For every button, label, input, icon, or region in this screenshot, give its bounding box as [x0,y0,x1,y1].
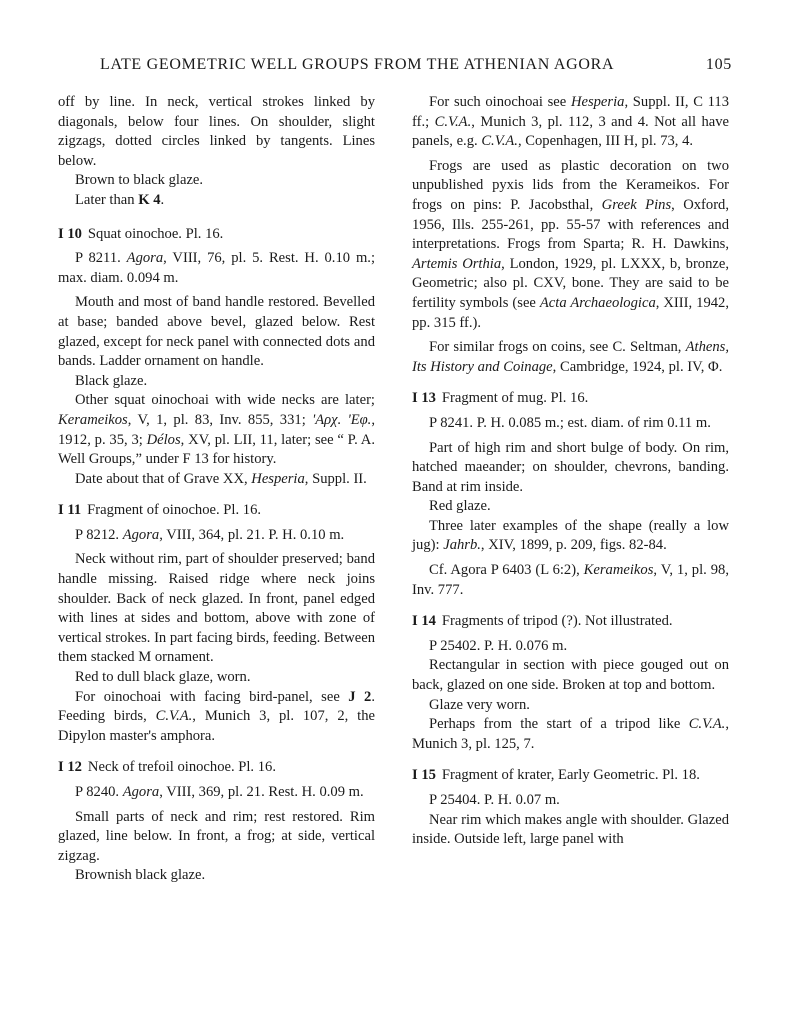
glaze-note: Glaze very worn. [429,696,530,713]
entry-heading [412,389,729,409]
frog-discussion: Frogs are used as plastic decoration on two unpublished pyxis lids from the Kerameikos. For frogs on pins: P. Jacobsthal, Greek Pins, Oxford, 1956, Ills. 255-261, pp. 55-57 with references and interpretations. Frogs from Sparta; R. H. Dawkins, Artemis Orthia, London, 1929, pl. LXXX, b, bronze, Geometric; also pl. CXV, bone. They are said to be fertility symbols (see Acta Archaeologica, XIII, 1942, pp. 315 ff.). [412,157,730,331]
comparanda: Perhaps from the start of a tripod like C.V.A., Munich 3, pl. 125, 7. [412,716,729,752]
glaze-note: Red glaze. [429,498,491,515]
running-title: LATE GEOMETRIC WELL GROUPS FROM THE ATHENIAN AGORA [100,56,615,73]
entry-title: Fragment of oinochoe. Pl. 16. [87,502,262,519]
entry-heading [58,758,375,778]
entry-number: I 14 [412,613,436,630]
glaze-note: Brownish black glaze. [75,867,206,884]
catalogue-entry-i12 [58,758,375,886]
entry-number: I 12 [58,759,82,776]
catalogue-reference: K 4 [138,191,161,208]
description: Neck without rim, part of shoulder preserved; band handle missing. Raised ridge where neck joins shoulder. Back of neck glazed. In front, panel edged with lines at sides and bottom, above with zone of vertical strokes. In part facing birds, feeding. Between them stacked M ornament. [58,551,375,666]
entry-title: Neck of trefoil oinochoe. Pl. 16. [87,759,276,776]
entry-number: I 11 [58,502,82,519]
entry-heading [58,501,375,521]
glaze-note: Red to dull black glaze, worn. [75,669,251,686]
inventory-line: P 8240. Agora, VIII, 369, pl. 21. Rest. H. 0.09 m. [75,784,364,800]
running-header [60,56,732,80]
coin-reference: For similar frogs on coins, see C. Seltman, Athens, Its History and Coinage, Cambridge, 1924, pl. IV, Φ. [412,339,729,375]
inventory-line: P 8212. Agora, VIII, 364, pl. 21. P. H. 0.10 m. [75,526,345,543]
page-number: 105 [705,56,732,73]
entry-title: Fragment of mug. Pl. 16. [441,390,589,407]
inventory-line: P 8211. Agora, VIII, 76, pl. 5. Rest. H. 0.10 m.; max. diam. 0.094 m. [58,250,375,286]
entry-heading [412,766,729,786]
continued-description: off by line. In neck, vertical strokes linked by diagonals, below four lines. On shoulder, slight zigzags, dotted circles linked by tangents. Lines below. [58,94,375,169]
entry-heading [58,225,375,245]
entry-title: Fragment of krater, Early Geometric. Pl. 18. [441,767,700,784]
comparanda: Cf. Agora P 6403 (L 6:2), Kerameikos, V, 1, pl. 98, Inv. 777. [412,562,729,598]
left-column [58,93,375,886]
inventory-line: P 8241. P. H. 0.085 m.; est. diam. of rim 0.11 m. [429,414,711,431]
entry-number: I 15 [412,767,436,784]
comparanda: Other squat oinochoai with wide necks are later; Kerameikos, V, 1, pl. 83, Inv. 855, 331; 'Αρχ. 'Εφ., 1912, p. 35, 3; Délos, XV, pl. LII, 11, later; see “ P. A. Well Groups,” under F 13 for history. [58,392,375,468]
comparanda: For oinochoai with facing bird-panel, see J 2. Feeding birds, C.V.A., Munich 3, pl. 107, 2, the Dipylon master's amphora. [58,688,375,744]
description: Small parts of neck and rim; rest restored. Rim glazed, line below. In front, a frog; at side, vertical zigzag. [58,808,375,864]
entry-title: Squat oinochoe. Pl. 16. [87,225,224,242]
catalogue-entry-i14 [412,612,729,754]
description: Rectangular in section with piece gouged out on back, glazed on one side. Broken at top and bottom. [412,657,729,694]
description: Near rim which makes angle with shoulder. Glazed inside. Outside left, large panel with [412,811,729,848]
inventory-line: P 25404. P. H. 0.07 m. [429,792,560,808]
catalogue-entry-i10 [58,225,375,490]
date-note: Date about that of Grave XX, Hesperia, Suppl. II. [75,470,367,487]
inventory-line: P 25402. P. H. 0.076 m. [429,637,568,654]
entry-heading [412,612,729,632]
glaze-note: Brown to black glaze. [75,172,204,189]
description: Part of high rim and short bulge of body. On rim, hatched maeander; on shoulder, chevrons, banding. Band at rim inside. [412,439,729,495]
description: Mouth and most of band handle restored. Bevelled at base; banded above bevel, glazed below. Rest glazed, except for neck panel with connected dots and bands. Ladder ornament on handle. [58,294,375,370]
right-column [412,93,729,850]
catalogue-reference: J 2 [348,688,372,705]
entry-number: I 10 [58,225,82,242]
catalogue-entry-i15 [412,766,729,849]
catalogue-entry-i13 [412,389,729,600]
entry-title: Fragments of tripod (?). Not illustrated. [441,613,673,630]
glaze-note: Black glaze. [75,372,148,389]
comparanda: For such oinochoai see Hesperia, Suppl. II, C 113 ff.; C.V.A., Munich 3, pl. 112, 3 and 4. Not all have panels, e.g. C.V.A., Copenhagen, III H, pl. 73, 4. [412,94,729,150]
entry-number: I 13 [412,390,436,407]
catalogue-entry-i11 [58,501,375,746]
comparanda: Three later examples of the shape (really a low jug): Jahrb., XIV, 1899, p. 209, figs. 82-84. [412,517,729,554]
date-note: Later than K 4. [75,191,165,208]
